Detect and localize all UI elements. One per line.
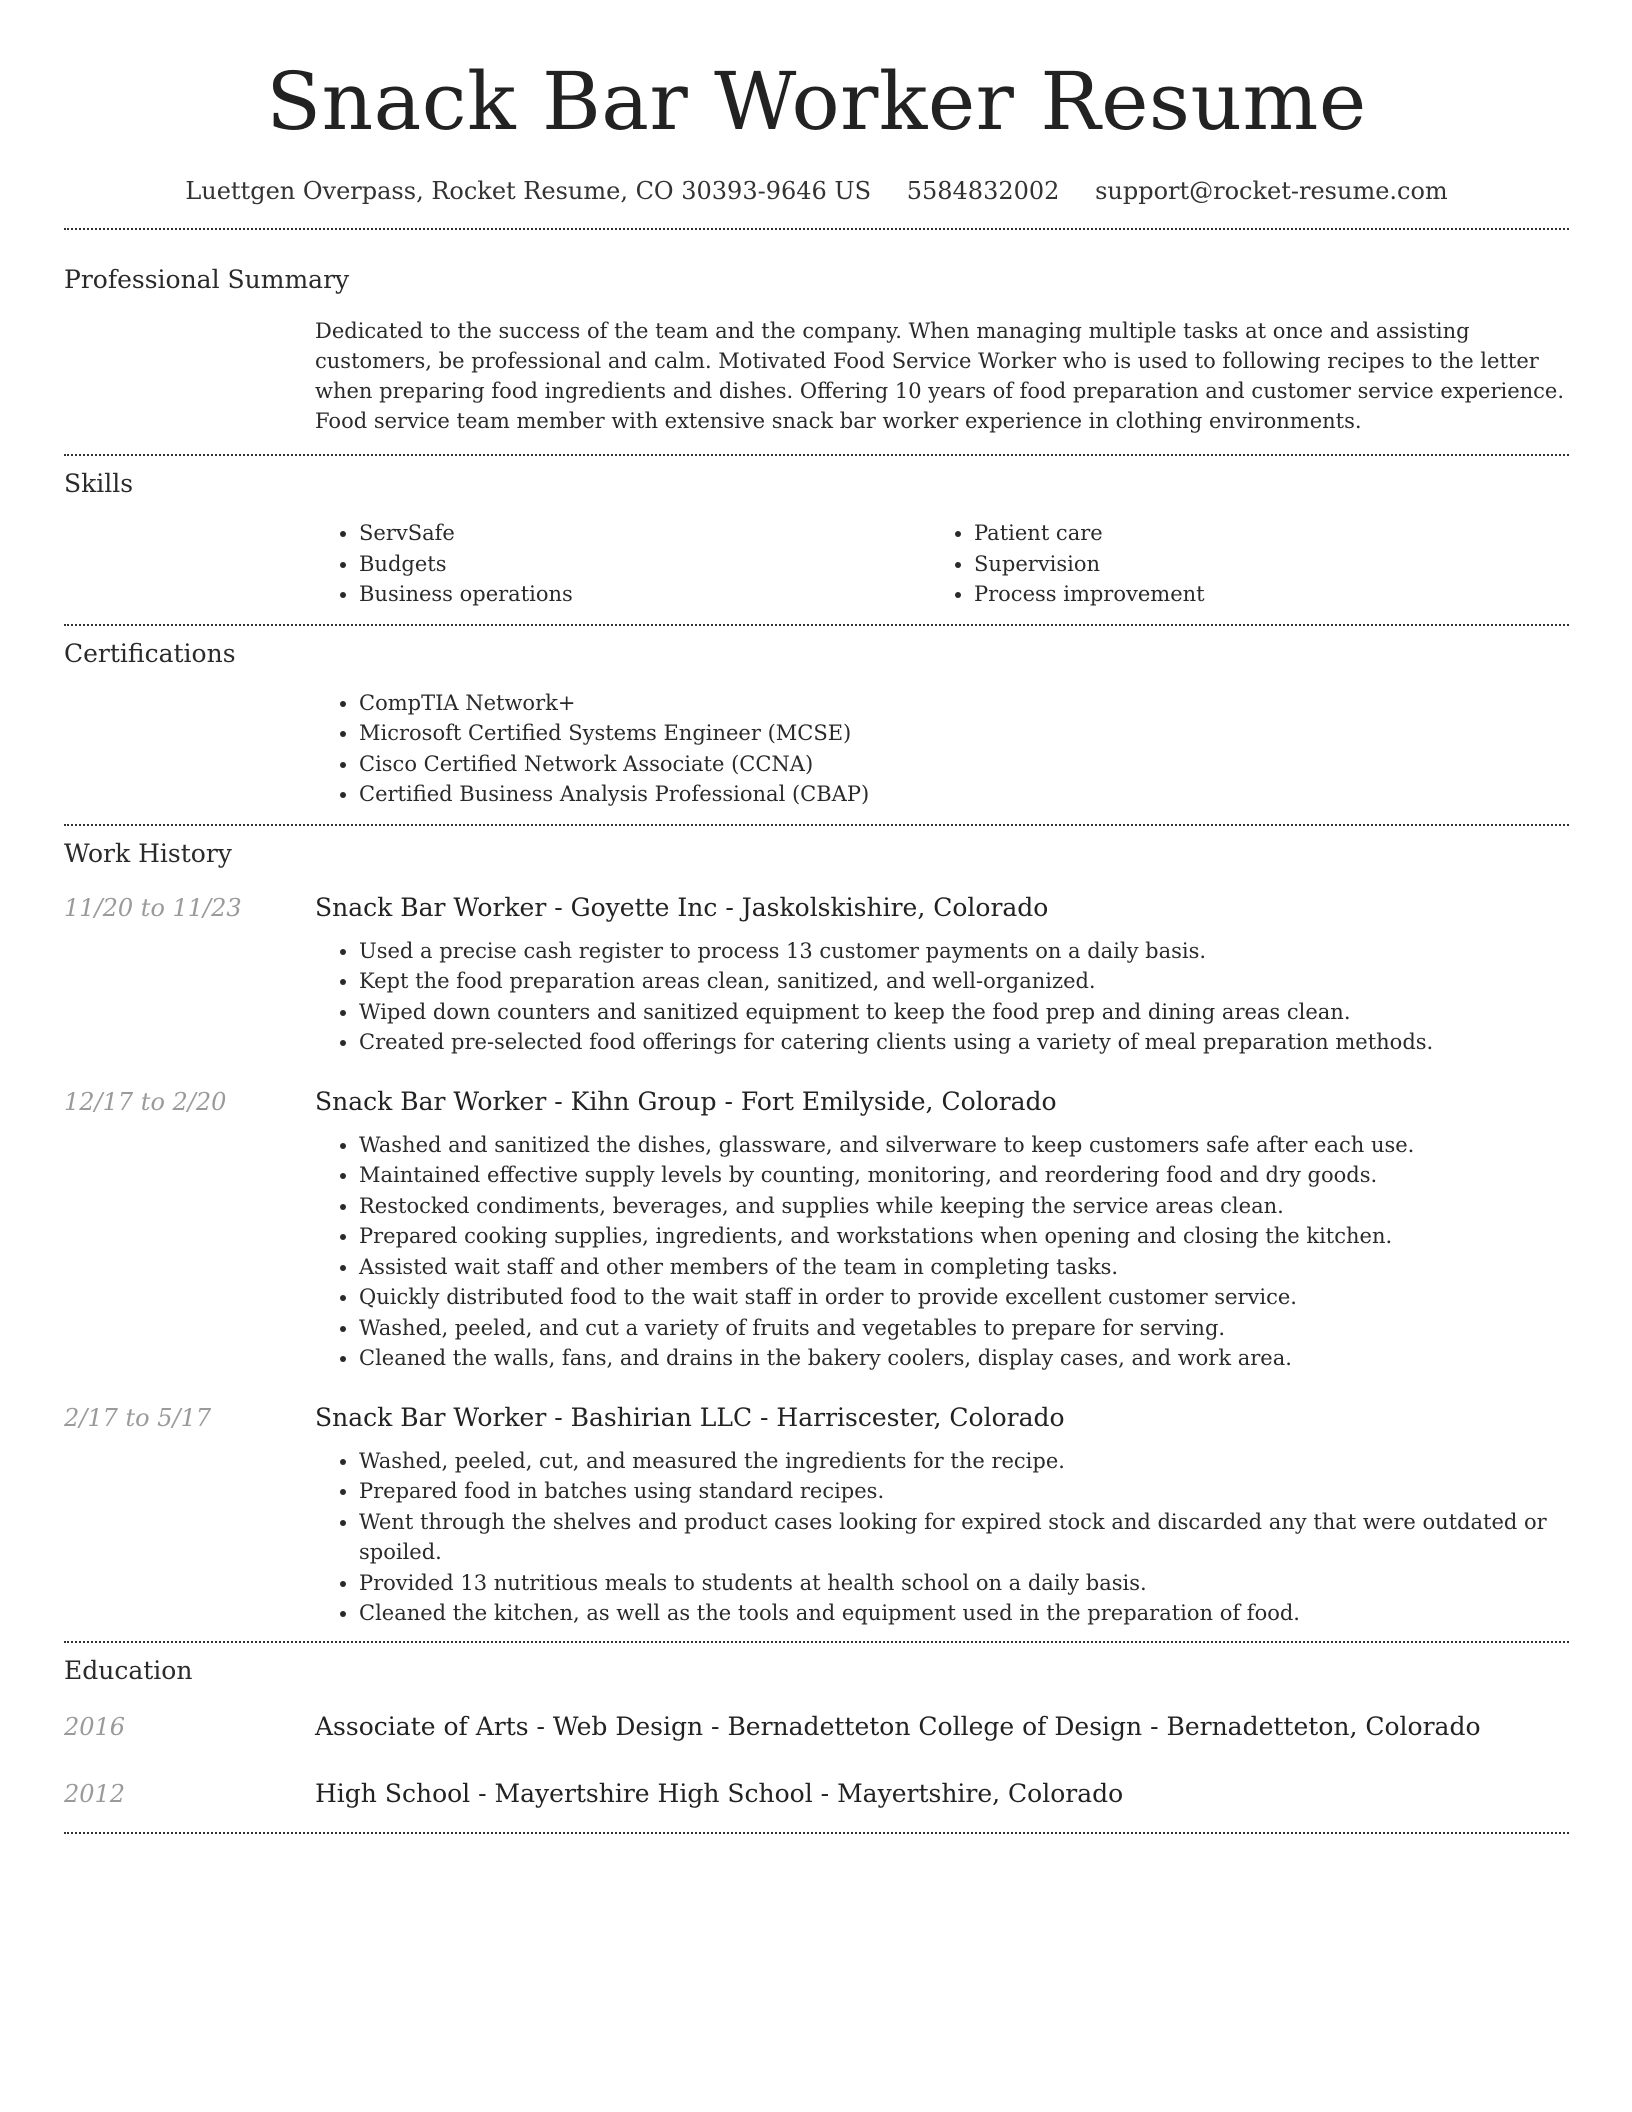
list-item: • Cisco Certified Network Associate (CCNA) bbox=[359, 749, 1569, 780]
skills-section bbox=[64, 466, 1569, 610]
education-entry bbox=[64, 1709, 1569, 1745]
list-item: • Process improvement bbox=[974, 579, 1545, 610]
job-title: Snack Bar Worker - Goyette Inc - Jaskolskishire, Colorado bbox=[315, 892, 1049, 922]
summary-text: Dedicated to the success of the team and the company. When managing multiple tasks at once and assisting customers, be professional and calm. Motivated Food Service Worker who is used to following recipes to the letter when preparing food ingredients and dishes. Offering 10 years of food preparation and customer service experience. Food service team member with extensive snack bar worker experience in clothing environments. bbox=[315, 319, 1565, 433]
job-dates: 11/20 to 11/23 bbox=[64, 893, 242, 922]
education-title: Associate of Arts - Web Design - Bernadetteton College of Design - Bernadetteton, Colorado bbox=[315, 1711, 1481, 1741]
contact-email: support@rocket-resume.com bbox=[1095, 177, 1448, 205]
job-duties bbox=[315, 1446, 1569, 1629]
list-item: • Washed, peeled, cut, and measured the ingredients for the recipe. bbox=[359, 1446, 1569, 1477]
list-item: • Cleaned the walls, fans, and drains in the bakery coolers, display cases, and work area. bbox=[359, 1343, 1569, 1374]
job-duties bbox=[315, 936, 1569, 1058]
list-item: • Prepared food in batches using standard recipes. bbox=[359, 1476, 1569, 1507]
education-entry bbox=[64, 1776, 1569, 1812]
job-header bbox=[64, 1400, 1569, 1436]
skills-column-left bbox=[315, 518, 930, 610]
job-duties bbox=[315, 1130, 1569, 1374]
education-heading: Education bbox=[64, 1655, 193, 1685]
divider bbox=[64, 228, 1569, 230]
job-duties-list bbox=[315, 936, 1569, 1058]
skills-list-left bbox=[315, 518, 930, 610]
list-item: • Quickly distributed food to the wait staff in order to provide excellent customer service. bbox=[359, 1282, 1569, 1313]
list-item: • Maintained effective supply levels by counting, monitoring, and reordering food and dry goods. bbox=[359, 1160, 1569, 1191]
job-header bbox=[64, 1084, 1569, 1120]
list-item: • Supervision bbox=[974, 549, 1545, 580]
education-section bbox=[64, 1653, 1569, 1812]
job-dates: 12/17 to 2/20 bbox=[64, 1087, 227, 1116]
certifications-heading: Certifications bbox=[64, 638, 236, 668]
job-header bbox=[64, 890, 1569, 926]
certifications-list bbox=[315, 688, 1569, 810]
list-item: • ServSafe bbox=[359, 518, 930, 549]
certifications-content bbox=[315, 688, 1569, 810]
job-duties-list bbox=[315, 1446, 1569, 1629]
work-heading: Work History bbox=[64, 838, 232, 868]
list-item: • Microsoft Certified Systems Engineer (MCSE) bbox=[359, 718, 1569, 749]
skills-list-right bbox=[930, 518, 1545, 610]
education-title: High School - Mayertshire High School - Mayertshire, Colorado bbox=[315, 1778, 1124, 1808]
job-title: Snack Bar Worker - Bashirian LLC - Harriscester, Colorado bbox=[315, 1402, 1065, 1432]
divider bbox=[64, 454, 1569, 456]
job-entry bbox=[64, 1400, 1569, 1629]
list-item: • Provided 13 nutritious meals to students at health school on a daily basis. bbox=[359, 1568, 1569, 1599]
list-item: • CompTIA Network+ bbox=[359, 688, 1569, 719]
job-entry bbox=[64, 890, 1569, 1058]
certifications-section bbox=[64, 636, 1569, 810]
list-item: • Certified Business Analysis Professional (CBAP) bbox=[359, 779, 1569, 810]
skills-heading: Skills bbox=[64, 469, 134, 498]
job-duties-list bbox=[315, 1130, 1569, 1374]
job-title: Snack Bar Worker - Kihn Group - Fort Emilyside, Colorado bbox=[315, 1086, 1057, 1116]
list-item: • Washed, peeled, and cut a variety of fruits and vegetables to prepare for serving. bbox=[359, 1313, 1569, 1344]
contact-address: Luettgen Overpass, Rocket Resume, CO 30393-9646 US bbox=[185, 177, 872, 205]
education-year: 2012 bbox=[64, 1779, 126, 1808]
list-item: • Prepared cooking supplies, ingredients, and workstations when opening and closing the kitchen. bbox=[359, 1221, 1569, 1252]
work-section bbox=[64, 836, 1569, 1629]
resume-title: Snack Bar Worker Resume bbox=[266, 55, 1367, 148]
list-item: • Business operations bbox=[359, 579, 930, 610]
contact-line bbox=[64, 174, 1569, 208]
skills-column-right bbox=[930, 518, 1545, 610]
divider bbox=[64, 1641, 1569, 1643]
education-year: 2016 bbox=[64, 1712, 126, 1741]
list-item: • Created pre-selected food offerings for catering clients using a variety of meal preparation methods. bbox=[359, 1027, 1569, 1058]
list-item: • Cleaned the kitchen, as well as the tools and equipment used in the preparation of food. bbox=[359, 1598, 1569, 1629]
list-item: • Wiped down counters and sanitized equipment to keep the food prep and dining areas clean. bbox=[359, 997, 1569, 1028]
job-entry bbox=[64, 1084, 1569, 1374]
contact-phone: 5584832002 bbox=[906, 177, 1060, 205]
summary-section bbox=[64, 262, 1569, 436]
skills-grid bbox=[315, 518, 1569, 610]
divider bbox=[64, 824, 1569, 826]
job-dates: 2/17 to 5/17 bbox=[64, 1403, 212, 1432]
list-item: • Patient care bbox=[974, 518, 1545, 549]
divider bbox=[64, 624, 1569, 626]
list-item: • Washed and sanitized the dishes, glassware, and silverware to keep customers safe after each use. bbox=[359, 1130, 1569, 1161]
divider bbox=[64, 1832, 1569, 1834]
list-item: • Went through the shelves and product cases looking for expired stock and discarded any that were outdated or spoiled. bbox=[359, 1507, 1569, 1568]
list-item: • Kept the food preparation areas clean, sanitized, and well-organized. bbox=[359, 966, 1569, 997]
summary-heading: Professional Summary bbox=[64, 265, 350, 294]
list-item: • Restocked condiments, beverages, and supplies while keeping the service areas clean. bbox=[359, 1191, 1569, 1222]
list-item: • Budgets bbox=[359, 549, 930, 580]
list-item: • Used a precise cash register to process 13 customer payments on a daily basis. bbox=[359, 936, 1569, 967]
list-item: • Assisted wait staff and other members of the team in completing tasks. bbox=[359, 1252, 1569, 1283]
